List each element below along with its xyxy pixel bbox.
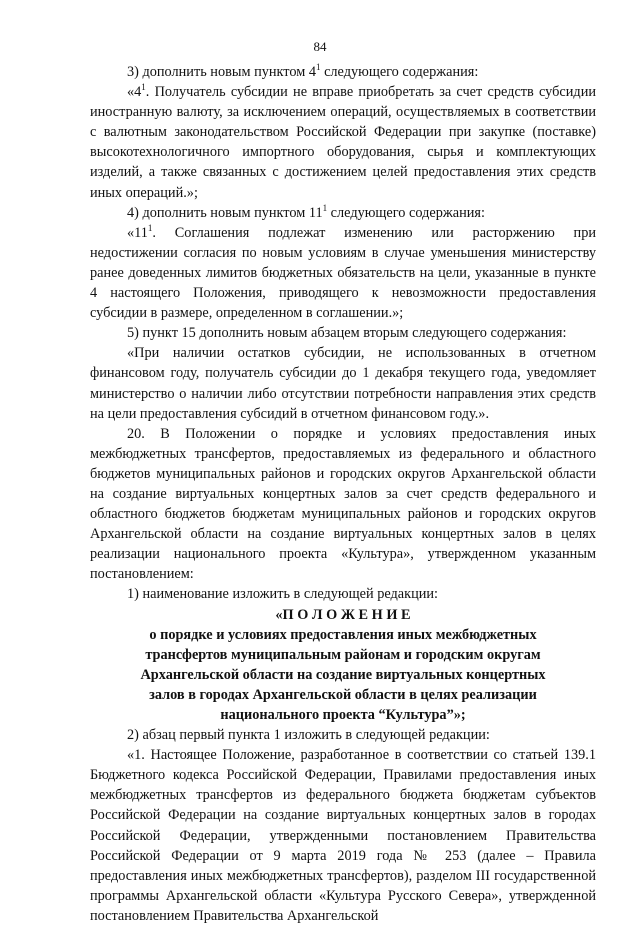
heading-line: о порядке и условиях предоставления иных межбюджетных <box>149 626 537 643</box>
heading-line: трансфертов муниципальным районам и городским округам <box>145 646 541 663</box>
heading-line: национального проекта “Культура”»; <box>220 707 466 723</box>
paragraph-point-1: «1. Настоящее Положение, разработанное в соответствии со статьей 139.1 Бюджетного кодекса Российской Федерации, Правилами предоставления иных межбюджетных трансфертов из федерального бюджета бюджетам субъектов Российской Федерации на создание виртуальных концертных залов в городах Российской Федерации, утвержденными постановлением Правительства Российской Федерации от 9 марта 2019 года № 253 (далее – Правила предоставления иных межбюджетных трансфертов), разделом III государственной программы Архангельской области «Культура Русского Севера», утвержденной постановлением Правительства Архангельской <box>90 747 596 924</box>
heading-line: залов в городах Архангельской области в целях реализации <box>149 686 537 703</box>
paragraph-item-2: 2) абзац первый пункта 1 изложить в следующей редакции: <box>127 727 490 744</box>
paragraph-item-3: 3) дополнить новым пунктом $4^1$ следующего содержания: <box>127 62 479 80</box>
paragraph-naming: 1) наименование изложить в следующей редакции: <box>127 586 438 603</box>
document-body <box>90 62 596 926</box>
heading-title: «П О Л О Ж Е Н И Е <box>275 606 411 623</box>
paragraph-point-11-1: «$11^1$. Соглашения подлежат изменению или расторжению при недостижении согласия по новым условиям в случае уменьшения министерству ранее доведенных лимитов бюджетных обязательств на цели, указанные в пункте 4 настоящего Положения, приводящего к невозможности предоставления субсидии в размере, определенном в соглашении.»; <box>90 222 596 322</box>
heading-line: Архангельской области на создание виртуальных концертных <box>140 666 546 683</box>
paragraph-item-5: 5) пункт 15 дополнить новым абзацем вторым следующего содержания: <box>127 325 567 342</box>
paragraph-residuals: «При наличии остатков субсидии, не использованных в отчетном финансовом году, получатель субсидии до 1 декабря текущего года, уведомляет министерство о наличии либо отсутствии потребности направления этих средств на цели предоставления субсидий в отчетном финансовом году.». <box>90 345 596 422</box>
paragraph-item-4: 4) дополнить новым пунктом $11^1$ следующего содержания: <box>127 202 485 221</box>
section-heading <box>90 605 596 726</box>
paragraph-point-4-1: «$4^1$. Получатель субсидии не вправе приобретать за счет средств субсидии иностранную валюту, за исключением операций, осуществляемых в соответствии с валютным законодательством Российской Федерации при закупке (поставке) высокотехнологичного импортного оборудования, сырья и комплектующих изделий, а также связанных с достижением целей предоставления этих средств иных операций.»; <box>90 82 596 201</box>
page-number: 84 <box>313 39 327 54</box>
paragraph-item-20: 20. В Положении о порядке и условиях предоставления иных межбюджетных трансфертов, предоставляемых из федерального и областного бюджетов муниципальных районов и городских округов Архангельской области на создание виртуальных концертных залов за счет средств федерального и областного бюджетов бюджетам муниципальных районов и городских округов Архангельской области на создание виртуальных концертных залов в целях реализации национального проекта «Культура», утвержденном указанным постановлением: <box>90 425 596 583</box>
